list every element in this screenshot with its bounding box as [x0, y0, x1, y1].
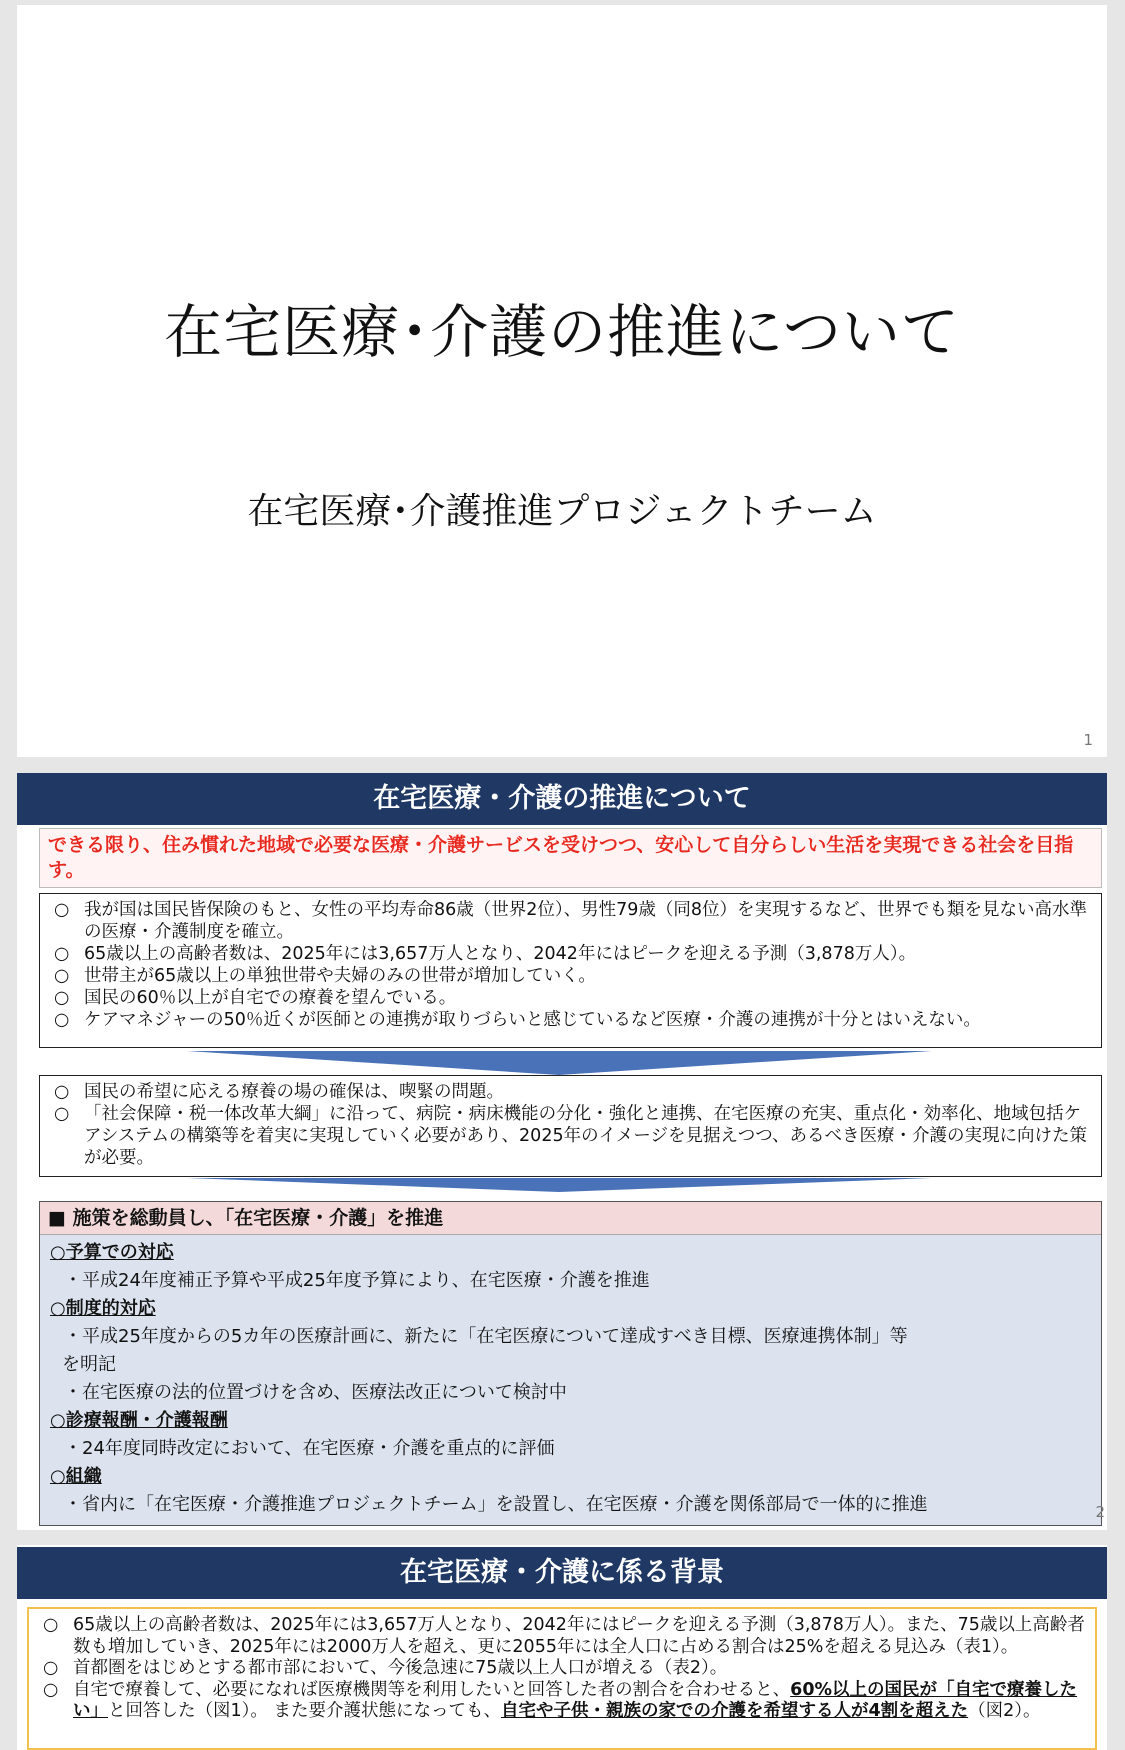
down-arrow-icon [187, 1051, 932, 1075]
page-number: 1 [1083, 731, 1093, 749]
section-line: ・在宅医療の法的位置づけを含め、医療法改正について検討中 [64, 1382, 567, 1403]
list-item: ○ 国民の60％以上が自宅での療養を望んでいる。 [54, 988, 457, 1008]
list-item: ○ 65歳以上の高齢者数は、2025年には3,657万人となり、2042年にはピークを迎える予測（3,878万人）。また、75歳以上高齢者数も増加していき、2025年には2000万人を超え、更に2055年には全人口に占める割合は25%を超える見込み（表1）。 [43, 1615, 1085, 1657]
list-item: ○ 65歳以上の高齢者数は、2025年には3,657万人となり、2042年にはピークを迎える予測（3,878万人）。 [54, 944, 917, 964]
section-title: ○制度的対応 [50, 1298, 156, 1319]
list-item: ○ 我が国は国民皆保険のもと、女性の平均寿命86歳（世界2位）、男性79歳（同8位）を実現するなど、世界でも類を見ない高水準の医療・介護制度を確立。 [54, 900, 1088, 942]
slide-3 [17, 1545, 1107, 1750]
section-title: ○組織 [50, 1466, 102, 1487]
list-item: ○ 「社会保障・税一体改革大綱」に沿って、病院・病床機能の分化・強化と連携、在宅医療の充実、重点化・効率化、地域包括ケアシステムの構築等を着実に実現していく必要があり、2025年のイメージを見据えつつ、あるべき医療・介護の実現に向けた策が必要。 [54, 1104, 1088, 1168]
section-line: ・24年度同時改定において、在宅医療・介護を重点的に評価 [64, 1438, 555, 1459]
slide-title: 在宅医療･介護の推進について [164, 298, 960, 366]
background-box [27, 1607, 1097, 1750]
section-title: ○診療報酬・介護報酬 [50, 1410, 228, 1431]
slide-2 [17, 773, 1107, 1530]
slide-header: 在宅医療・介護に係る背景 [17, 1547, 1107, 1599]
policy-header: ■ 施策を総動員し、「在宅医療・介護」を推進 [40, 1202, 1101, 1235]
problem-box [39, 1075, 1102, 1177]
list-item: ○ 国民の希望に応える療養の場の確保は、喫緊の問題。 [54, 1082, 504, 1102]
section-line: ・平成25年度からの5カ年の医療計画に、新たに「在宅医療について達成すべき目標、医療連携体制」等 [64, 1326, 908, 1347]
goal-statement: できる限り、住み慣れた地域で必要な医療・介護サービスを受けつつ、安心して自分らしい生活を実現できる社会を目指す。 [39, 828, 1102, 888]
slide-subtitle: 在宅医療･介護推進プロジェクトチーム [247, 491, 877, 532]
section-line: を明記 [62, 1354, 116, 1375]
down-arrow-icon [187, 1178, 932, 1192]
section-line: ・平成24年度補正予算や平成25年度予算により、在宅医療・介護を推進 [64, 1270, 650, 1291]
list-item: ○ ケアマネジャーの50％近くが医師との連携が取りづらいと感じているなど医療・介護の連携が十分とはいえない。 [54, 1010, 981, 1030]
section-title: ○予算での対応 [50, 1242, 174, 1263]
list-item: ○ 世帯主が65歳以上の単独世帯や夫婦のみの世帯が増加していく。 [54, 966, 596, 986]
list-item: ○ 自宅で療養して、必要になれば医療機関等を利用したいと回答した者の割合を合わせると、60%以上の国民が「自宅で療養したい」と回答した（図1）。 また要介護状態になっても、自宅や子供・親族の家での介護を希望する人が4割を超えた（図2）。 [43, 1679, 1078, 1721]
list-item: ○ 首都圏をはじめとする都市部において、今後急速に75歳以上人口が増える（表2）。 [43, 1658, 728, 1678]
policy-box [39, 1201, 1102, 1526]
slide-header: 在宅医療・介護の推進について [17, 773, 1107, 825]
page-number: 2 [1095, 1503, 1105, 1521]
background-box [39, 893, 1102, 1048]
section-line: ・省内に「在宅医療・介護推進プロジェクトチーム」を設置し、在宅医療・介護を関係部局で一体的に推進 [64, 1494, 928, 1515]
slide-1 [17, 5, 1107, 757]
